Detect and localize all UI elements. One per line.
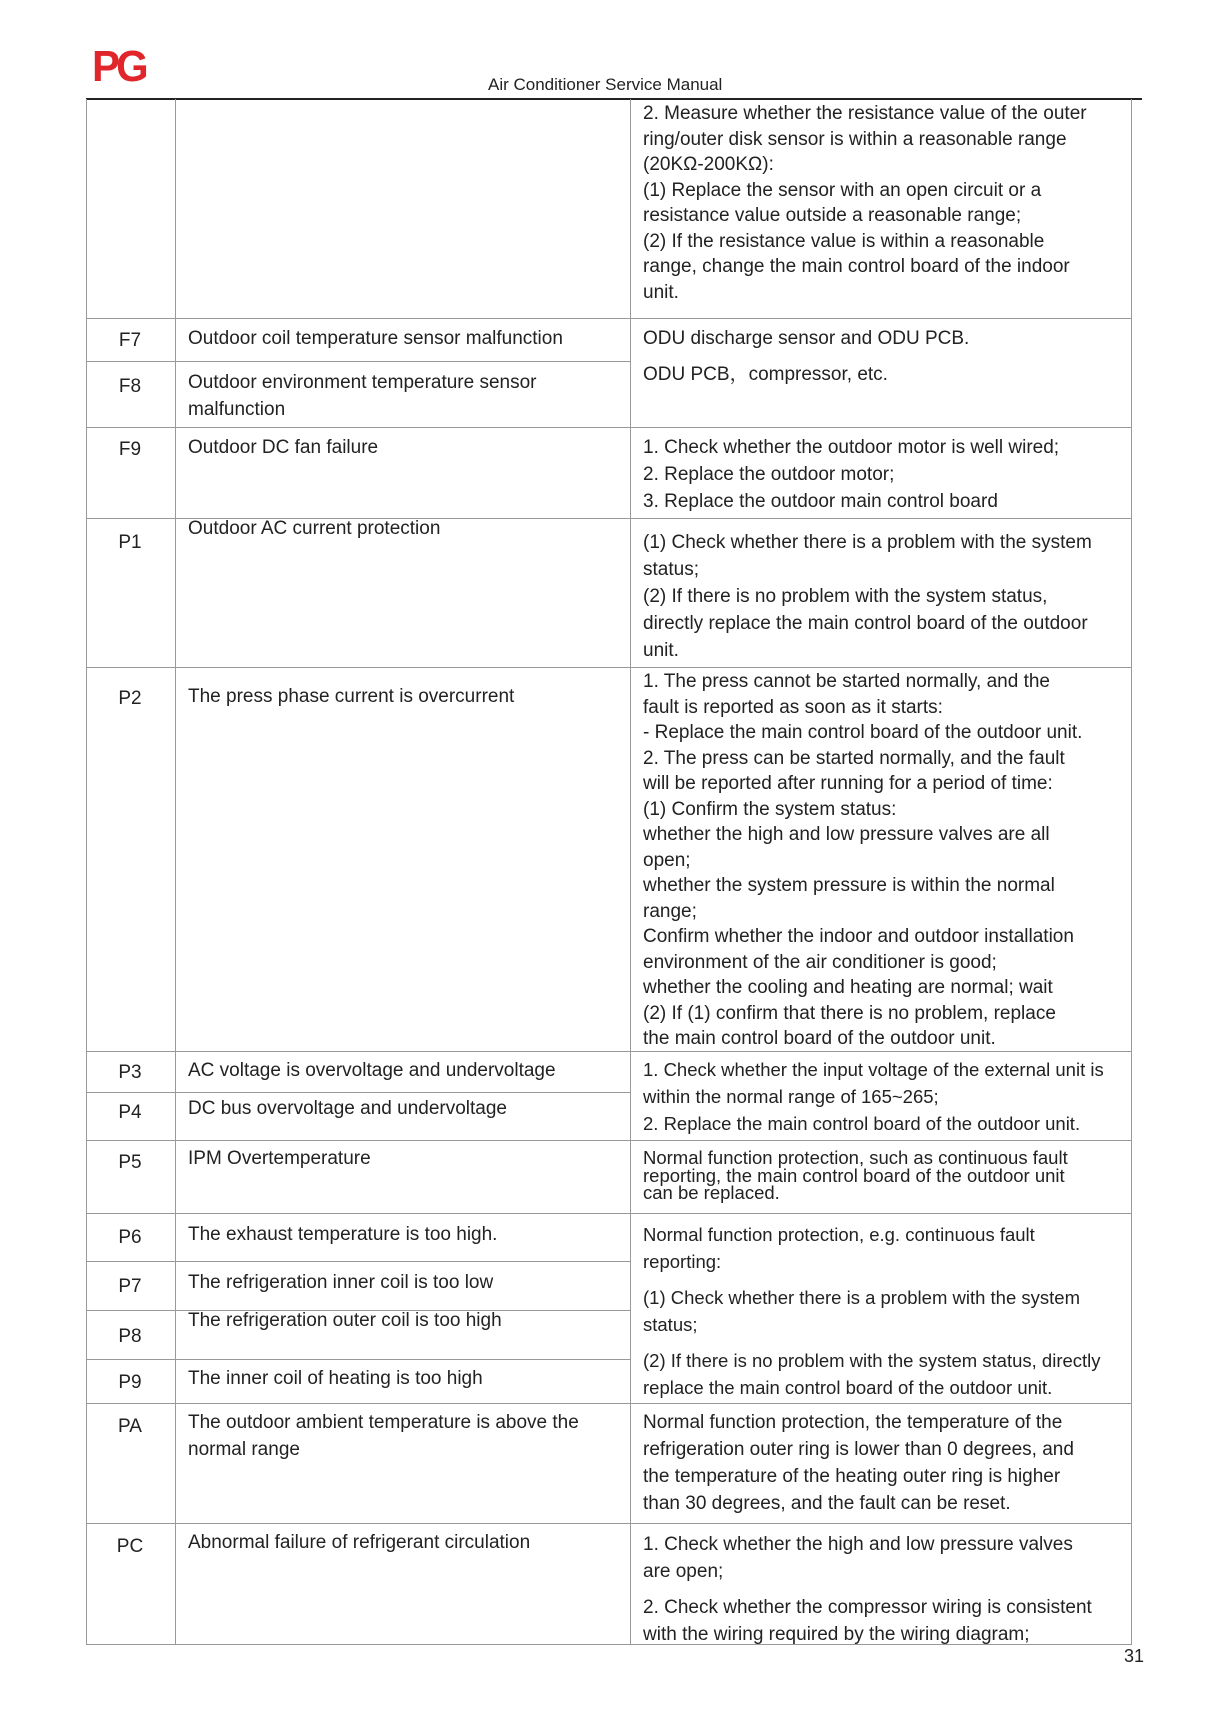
row-divider-partial [86, 1261, 631, 1262]
row-divider-partial [86, 361, 631, 362]
fault-description: AC voltage is overvoltage and undervoltage [188, 1060, 556, 1081]
solution-cell: ODU PCB，compressor, etc. [643, 364, 888, 385]
table-column-divider-1 [175, 99, 176, 1645]
fault-description: Abnormal failure of refrigerant circulation [188, 1532, 531, 1553]
fault-code: P3 [118, 1062, 142, 1083]
fault-description: Outdoor environment temperature sensor malfunction [188, 372, 537, 420]
row-divider-partial [86, 1092, 631, 1093]
fault-code-table [86, 99, 1132, 1645]
fault-description: DC bus overvoltage and undervoltage [188, 1098, 507, 1119]
fault-description: Outdoor AC current protection [188, 518, 441, 539]
solution-cell: 1. Check whether the high and low pressure valves are open; 2. Check whether the compressor wiring is consistent with the wiring required by the wiring diagram; [643, 1534, 1092, 1645]
fault-code: P9 [118, 1372, 142, 1393]
solution-cell: (1) Check whether there is a problem with the system status; (2) If there is no problem with the system status, directly replace the main control board of the outdoor unit. [643, 532, 1092, 661]
fault-code: P5 [118, 1152, 142, 1173]
brand-logo: PG [92, 42, 145, 91]
solution-cell: Normal function protection, e.g. continuous fault reporting: (1) Check whether there is a problem with the system status; (2) If there is no problem with the system status, directly replace the main control board of the outdoor unit. [643, 1224, 1101, 1398]
fault-code: PA [118, 1416, 142, 1437]
document-title: Air Conditioner Service Manual [488, 75, 723, 94]
row-divider [86, 667, 1132, 668]
fault-description: Outdoor DC fan failure [188, 437, 379, 458]
solution-cell: Normal function protection, such as continuous fault reporting, the main control board of the outdoor unit can be replaced. [643, 1147, 1068, 1203]
solution-cell: 1. Check whether the input voltage of the external unit is within the normal range of 165~265; 2. Replace the main control board of the outdoor unit. [643, 1059, 1104, 1134]
fault-code: P4 [118, 1102, 142, 1123]
fault-description: The refrigeration outer coil is too high [188, 1310, 502, 1331]
fault-description: The press phase current is overcurrent [188, 686, 515, 707]
row-divider [86, 1403, 1132, 1404]
row-divider [86, 1213, 1132, 1214]
solution-cell: 1. Check whether the outdoor motor is well wired; 2. Replace the outdoor motor; 3. Replace the outdoor main control board [643, 437, 1060, 512]
table-column-divider-2 [630, 99, 631, 1645]
fault-description: The outdoor ambient temperature is above the normal range [188, 1412, 579, 1460]
fault-code: P7 [118, 1276, 142, 1297]
fault-code: PC [116, 1536, 144, 1557]
row-divider [86, 1523, 1132, 1524]
fault-code: P1 [118, 532, 142, 553]
row-divider [86, 318, 1132, 319]
row-divider-partial [86, 1359, 631, 1360]
fault-code: P6 [118, 1227, 142, 1248]
fault-description: The refrigeration inner coil is too low [188, 1272, 494, 1293]
fault-description: IPM Overtemperature [188, 1148, 371, 1169]
solution-cell: Normal function protection, the temperature of the refrigeration outer ring is lower than 0 degrees, and the temperature of the heating outer ring is higher than 30 degrees, and the fault can be reset. [643, 1412, 1074, 1514]
solution-cell: 2. Measure whether the resistance value of the outer ring/outer disk sensor is within a reasonable range (20KΩ-200KΩ): (1) Replace the sensor with an open circuit or a resistance value outside a reasonable range; (2) If the resistance value is within a reasonable range, change the main control board of the indoor unit. [643, 103, 1087, 303]
fault-code: F8 [118, 376, 142, 397]
fault-code: P2 [118, 688, 142, 709]
fault-code: F9 [118, 439, 142, 460]
fault-code: F7 [118, 330, 142, 351]
fault-description: Outdoor coil temperature sensor malfunction [188, 328, 563, 349]
page-number: 31 [1124, 1646, 1145, 1666]
solution-cell: 1. The press cannot be started normally, and the fault is reported as soon as it starts: - Replace the main control board of the outdoor unit. 2. The press can be started normally, and the fault will be reported after running for a period of time: (1) Confirm the system status: whether the high and low pressure valves are all open; whether the system pressure is within the normal range; Confirm whether the indoor and outdoor installation environment of the air conditioner is good; whether the cooling and heating are normal; wait (2) If (1) confirm that there is no problem, replace the main control board of the outdoor unit. [643, 671, 1083, 1049]
fault-code: P8 [118, 1326, 142, 1347]
fault-description: The inner coil of heating is too high [188, 1368, 483, 1389]
row-divider [86, 1140, 1132, 1141]
fault-description: The exhaust temperature is too high. [188, 1224, 498, 1245]
solution-cell: ODU discharge sensor and ODU PCB. [643, 328, 970, 349]
row-divider [86, 427, 1132, 428]
